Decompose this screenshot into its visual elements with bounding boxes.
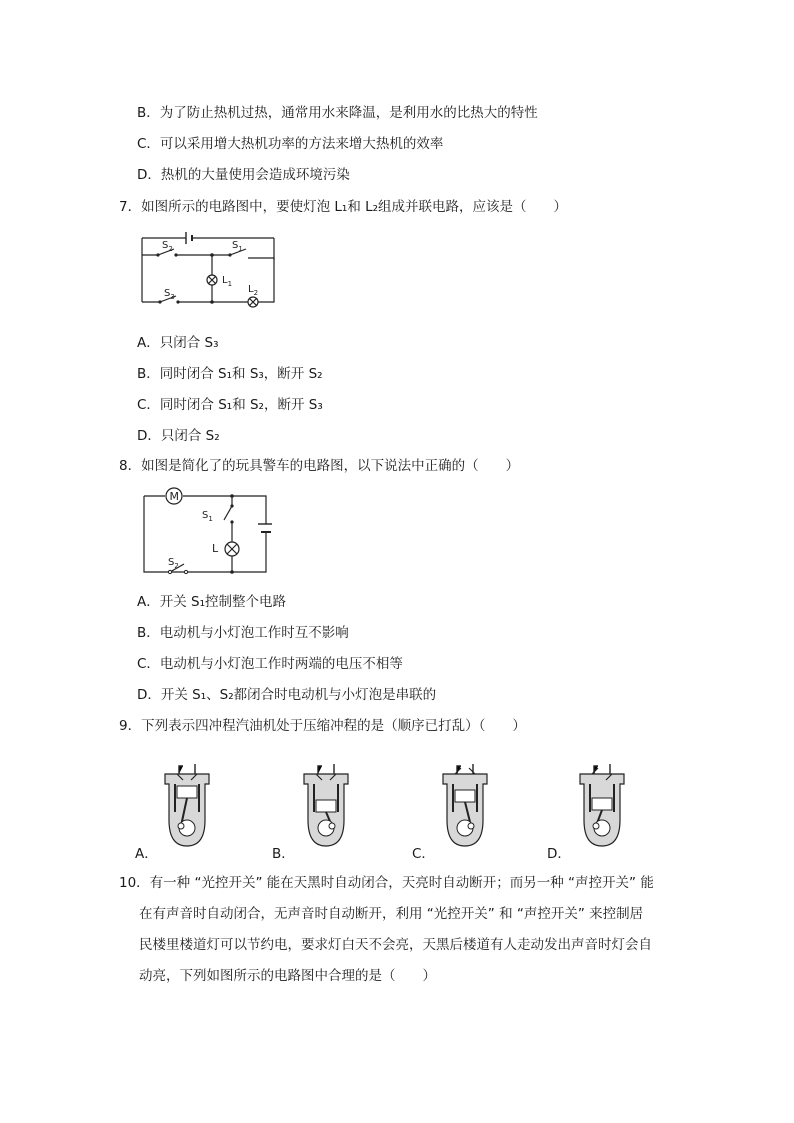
q7-option-c: C．同时闭合 S₁和 S₂，断开 S₃ — [137, 397, 323, 413]
q10-line-4: 动亮，下列如图所示的电路图中合理的是（ ） — [139, 968, 436, 984]
q6-option-d: D．热机的大量使用会造成环境污染 — [137, 167, 350, 183]
q8-s2-label: $S_2$ — [168, 557, 179, 570]
q7-s1-label: $S_1$ — [232, 240, 243, 253]
q7-l1-label: $L_1$ — [222, 275, 233, 288]
q7-option-a: A．只闭合 S₃ — [137, 335, 219, 351]
engine-figure-c — [433, 760, 497, 850]
q7-s2-label: $S_2$ — [162, 240, 173, 253]
engine-label-b: B． — [272, 846, 295, 862]
q7-stem: 7．如图所示的电路图中，要使灯泡 L₁和 L₂组成并联电路，应该是（ ） — [119, 199, 568, 215]
q8-option-d: D．开关 S₁、S₂都闭合时电动机与小灯泡是串联的 — [137, 687, 437, 703]
engine-label-a: A． — [135, 846, 158, 862]
q8-option-a: A．开关 S₁控制整个电路 — [137, 594, 287, 610]
q9-stem: 9．下列表示四冲程汽油机处于压缩冲程的是（顺序已打乱）（ ） — [119, 718, 526, 734]
engine-label-d: D． — [547, 846, 571, 862]
q8-s1-label: $S_1$ — [202, 510, 213, 523]
q7-option-b: B．同时闭合 S₁和 S₃，断开 S₂ — [137, 366, 323, 382]
q7-s3-label: $S_3$ — [164, 288, 175, 301]
q8-circuit-diagram — [140, 486, 272, 580]
engine-label-c: C． — [412, 846, 435, 862]
q6-option-c: C．可以采用增大热机功率的方法来增大热机的效率 — [137, 136, 444, 152]
q7-option-d: D．只闭合 S₂ — [137, 428, 220, 444]
engine-figure-a — [155, 760, 219, 850]
q8-stem: 8．如图是简化了的玩具警车的电路图，以下说法中正确的（ ） — [119, 458, 520, 474]
q8-motor-label: M — [169, 490, 179, 503]
q7-circuit-diagram — [138, 228, 280, 310]
q10-line-2: 在有声音时自动闭合，无声音时自动断开，利用 “光控开关” 和 “声控开关” 来控制居 — [139, 906, 644, 922]
q8-option-b: B．电动机与小灯泡工作时互不影响 — [137, 625, 349, 641]
q7-l2-label: $L_2$ — [248, 284, 259, 297]
q10-line-1: 10．有一种 “光控开关” 能在天黑时自动闭合，天亮时自动断开；而另一种 “声控开关” 能 — [119, 875, 654, 891]
engine-figure-b — [294, 760, 358, 850]
q6-option-b: B．为了防止热机过热，通常用水来降温，是利用水的比热大的特性 — [137, 105, 538, 121]
q10-line-3: 民楼里楼道灯可以节约电，要求灯白天不会亮，天黑后楼道有人走动发出声音时灯会自 — [139, 937, 652, 953]
engine-figure-d — [570, 760, 634, 850]
q8-option-c: C．电动机与小灯泡工作时两端的电压不相等 — [137, 656, 403, 672]
q8-lamp-label: L — [212, 542, 219, 555]
